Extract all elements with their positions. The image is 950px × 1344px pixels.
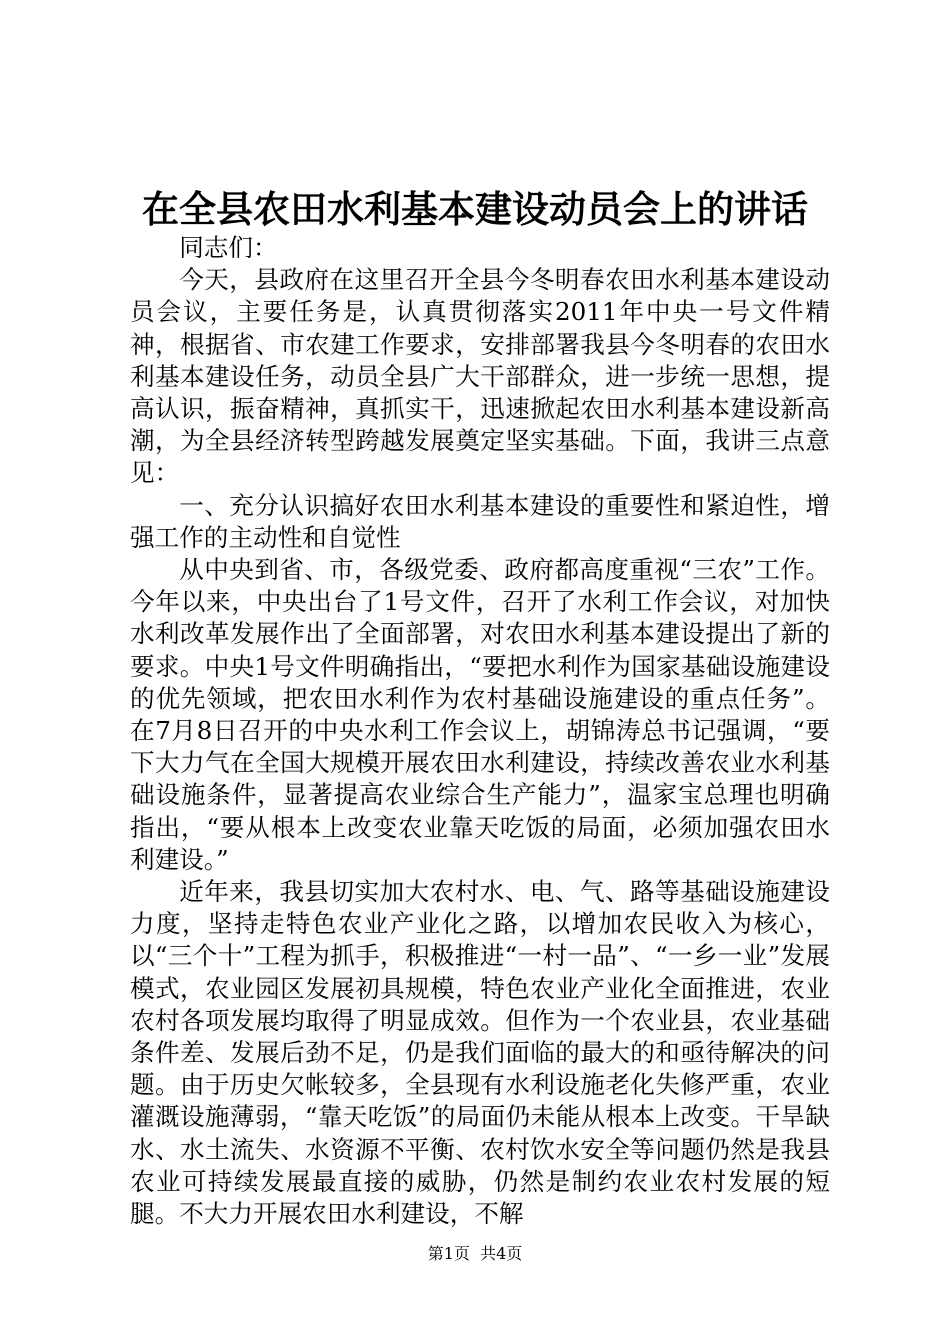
salutation-paragraph: 同志们： bbox=[179, 233, 278, 262]
page-number-label: 第1页 共4页 bbox=[427, 1244, 523, 1263]
body-paragraph: 今天，县政府在这里召开全县今冬明春农田水利基本建设动员会议，主要任务是，认真贯彻落实2011年中央一号文件精神，根据省、市农建工作要求，安排部署我县今冬明春的农田水利基本建设任务，动员全县广大干部群众，进一步统一思想，提高认识，振奋精神，真抓实干，迅速掀起农田水利基本建设新高潮，为全县经济转型跨越发展奠定坚实基础。下面，我讲三点意见： bbox=[130, 265, 830, 488]
body-paragraph: 从中央到省、市，各级党委、政府都高度重视“三农”工作。今年以来，中央出台了1号文件，召开了水利工作会议，对加快水利改革发展作出了全面部署，对农田水利基本建设提出了新的要求。中央1号文件明确指出，“要把水利作为国家基础设施建设的优先领域，把农田水利作为农村基础设施建设的重点任务”。在7月8日召开的中央水利工作会议上，胡锦涛总书记强调，“要下大力气在全国大规模开展农田水利建设，持续改善农业水利基础设施条件，显著提高农业综合生产能力”，温家宝总理也明确指出，“要从根本上改变农业靠天吃饭的局面，必须加强农田水利建设。” bbox=[130, 555, 830, 874]
body-paragraph: 近年来，我县切实加大农村水、电、气、路等基础设施建设力度，坚持走特色农业产业化之路，以增加农民收入为核心，以“三个十”工程为抓手，积极推进“一村一品”、“一乡一业”发展模式，农业园区发展初具规模，特色农业产业化全面推进，农业农村各项发展均取得了明显成效。但作为一个农业县，农业基础条件差、发展后劲不足，仍是我们面临的最大的和亟待解决的问题。由于历史欠帐较多，全县现有水利设施老化失修严重，农业灌溉设施薄弱，“靠天吃饭”的局面仍未能从根本上改变。干旱缺水、水土流失、水资源不平衡、农村饮水安全等问题仍然是我县农业可持续发展最直接的威胁，仍然是制约农业农村发展的短腿。不大力开展农田水利建设，不解 bbox=[130, 877, 830, 1229]
section-heading-paragraph: 一、充分认识搞好农田水利基本建设的重要性和紧迫性，增强工作的主动性和自觉性 bbox=[130, 490, 830, 552]
document-body bbox=[130, 232, 830, 1230]
page-footer bbox=[0, 1243, 950, 1265]
document-title: 在全县农田水利基本建设动员会上的讲话 bbox=[142, 187, 808, 231]
